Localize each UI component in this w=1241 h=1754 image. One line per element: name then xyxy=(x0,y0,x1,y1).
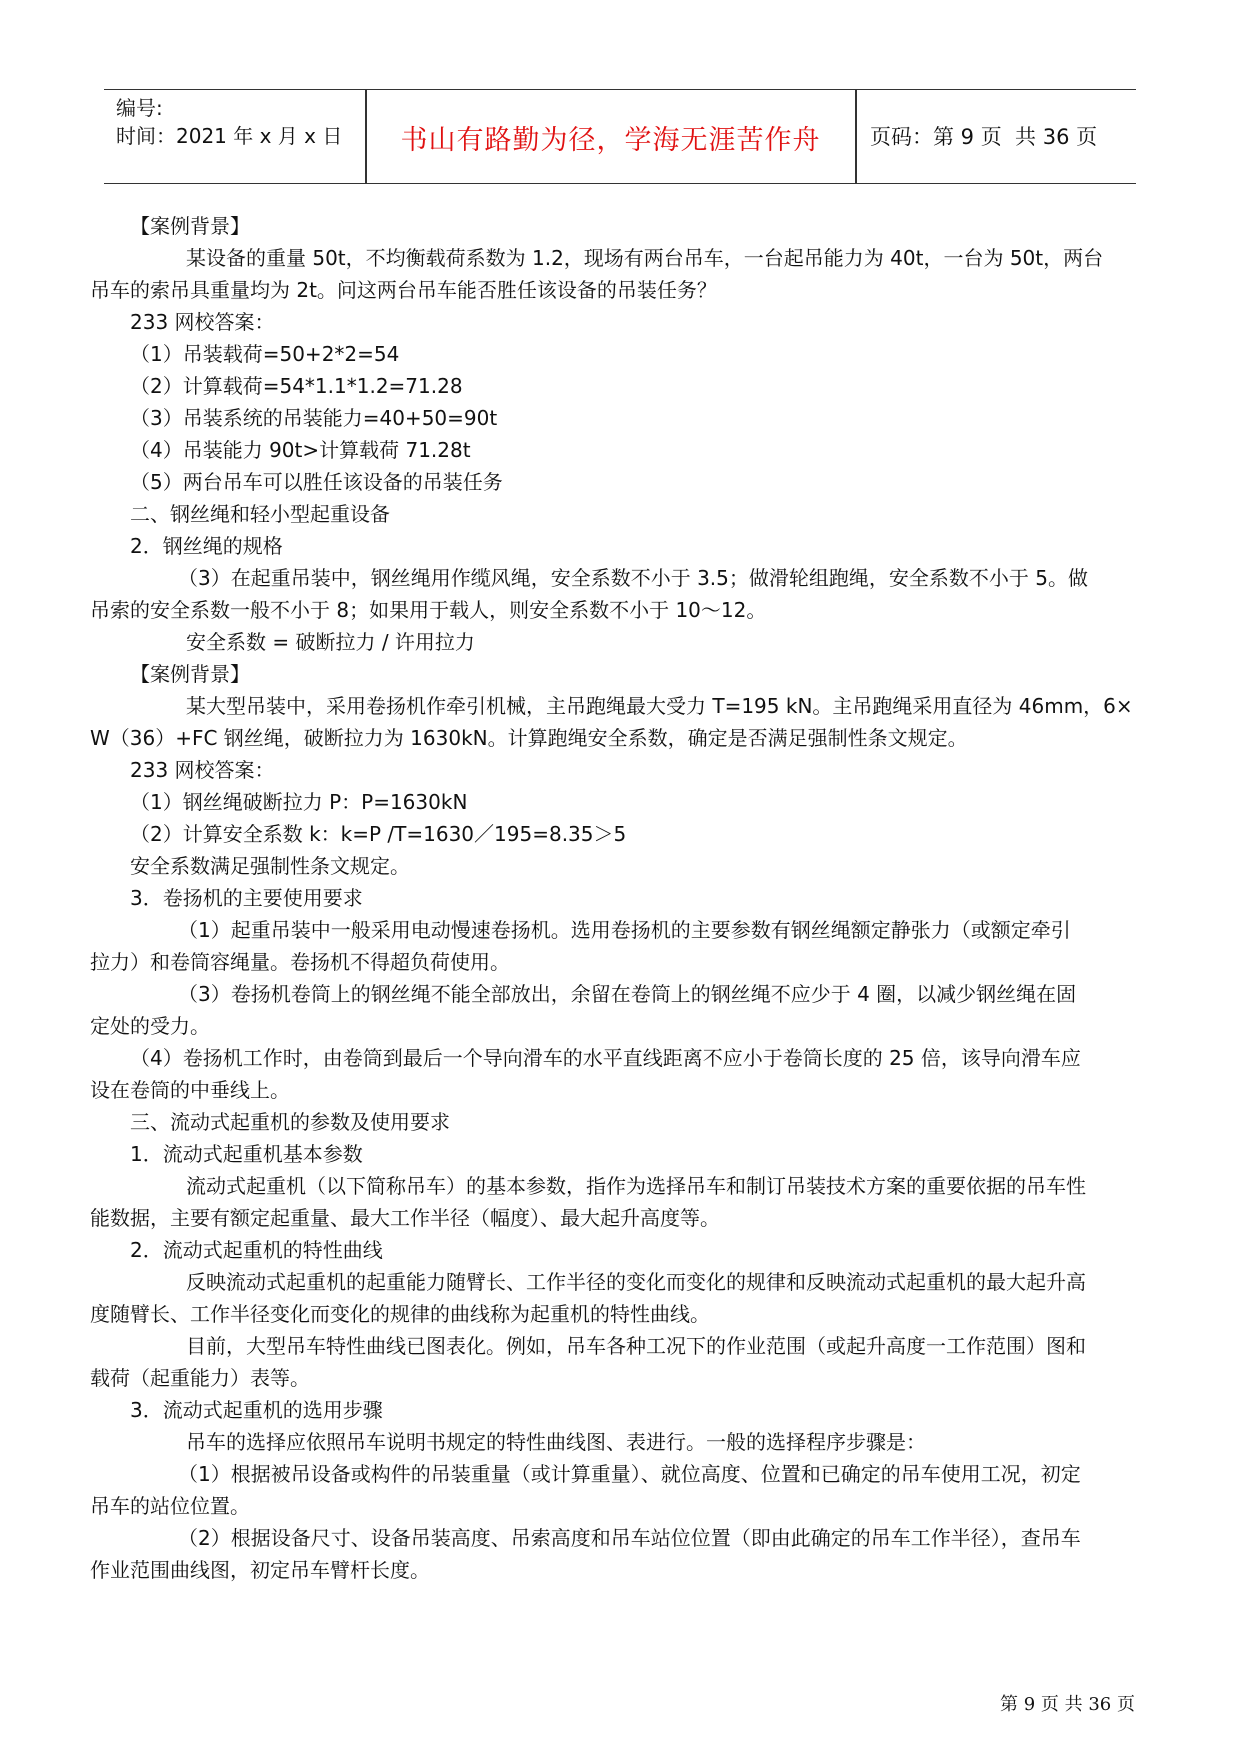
paragraph-line: 载荷（起重能力）表等。 xyxy=(90,1366,310,1390)
paragraph-line: （3）在起重吊装中，钢丝绳用作缆风绳，安全系数不小于 3.5；做滑轮组跑绳，安全系数不小于 5。做 xyxy=(178,566,1088,590)
formula-line: 安全系数 = 破断拉力 / 许用拉力 xyxy=(186,630,475,654)
paragraph-line: （2）根据设备尺寸、设备吊装高度、吊索高度和吊车站位位置（即由此确定的吊车工作半径），查吊车 xyxy=(178,1526,1081,1550)
subsection-heading: 2．钢丝绳的规格 xyxy=(130,534,283,558)
subsection-heading: 1．流动式起重机基本参数 xyxy=(130,1142,363,1166)
header-page-label: 页码：第 9 页 共 36 页 xyxy=(870,125,1098,149)
subsection-heading: 3．流动式起重机的选用步骤 xyxy=(130,1398,383,1422)
paragraph-line: 度随臂长、工作半径变化而变化的规律的曲线称为起重机的特性曲线。 xyxy=(90,1302,710,1326)
paragraph-line: 吊车的索吊具重量均为 2t。问这两台吊车能否胜任该设备的吊装任务？ xyxy=(90,278,717,302)
list-item: （4）吊装能力 90t>计算载荷 71.28t xyxy=(130,438,471,462)
number-label: 编号: xyxy=(116,96,163,120)
list-item: （1）吊装载荷=50+2*2=54 xyxy=(130,342,400,366)
paragraph-line: 安全系数满足强制性条文规定。 xyxy=(130,854,410,878)
list-item: （2）计算载荷=54*1.1*1.2=71.28 xyxy=(130,374,463,398)
page-header xyxy=(104,89,1136,184)
paragraph-line: 能数据，主要有额定起重量、最大工作半径（幅度）、最大起升高度等。 xyxy=(90,1206,720,1230)
case-heading: 【案例背景】 xyxy=(130,214,250,238)
paragraph-line: 作业范围曲线图，初定吊车臂杆长度。 xyxy=(90,1558,430,1582)
paragraph-line: 吊索的安全系数一般不小于 8；如果用于载人，则安全系数不小于 10～12。 xyxy=(90,598,767,622)
paragraph-line: 流动式起重机（以下简称吊车）的基本参数，指作为选择吊车和制订吊装技术方案的重要依据的吊车性 xyxy=(186,1174,1086,1198)
paragraph-line: 吊车的选择应依照吊车说明书规定的特性曲线图、表进行。一般的选择程序步骤是： xyxy=(186,1430,926,1454)
header-motto: 书山有路勤为径，学海无涯苦作舟 xyxy=(400,125,821,156)
header-left xyxy=(116,94,342,150)
list-item: （2）计算安全系数 k：k=P /T=1630／195=8.35＞5 xyxy=(130,822,627,846)
case-heading: 【案例背景】 xyxy=(130,662,250,686)
header-divider xyxy=(855,90,857,183)
list-item: （3）吊装系统的吊装能力=40+50=90t xyxy=(130,406,498,430)
list-item: （1）钢丝绳破断拉力 P：P=1630kN xyxy=(130,790,468,814)
paragraph-line: 某大型吊装中，采用卷扬机作牵引机械，主吊跑绳最大受力 T=195 kN。主吊跑绳采用直径为 46mm，6× xyxy=(186,694,1133,718)
section-heading: 三、流动式起重机的参数及使用要求 xyxy=(130,1110,450,1134)
paragraph-line: （3）卷扬机卷筒上的钢丝绳不能全部放出，余留在卷筒上的钢丝绳不应少于 4 圈，以减少钢丝绳在固 xyxy=(178,982,1077,1006)
paragraph-line: 拉力）和卷筒容绳量。卷扬机不得超负荷使用。 xyxy=(90,950,510,974)
paragraph-line: 定处的受力。 xyxy=(90,1014,210,1038)
paragraph-line: 设在卷筒的中垂线上。 xyxy=(90,1078,290,1102)
paragraph-line: （4）卷扬机工作时，由卷筒到最后一个导向滑车的水平直线距离不应小于卷筒长度的 25 倍，该导向滑车应 xyxy=(130,1046,1081,1070)
list-item: （5）两台吊车可以胜任该设备的吊装任务 xyxy=(130,470,503,494)
answer-heading: 233 网校答案： xyxy=(130,758,275,782)
time-label: 时间：2021 年 x 月 x 日 xyxy=(116,124,343,148)
subsection-heading: 3．卷扬机的主要使用要求 xyxy=(130,886,363,910)
paragraph-line: 目前，大型吊车特性曲线已图表化。例如，吊车各种工况下的作业范围（或起升高度一工作范围）图和 xyxy=(186,1334,1086,1358)
answer-heading: 233 网校答案： xyxy=(130,310,275,334)
paragraph-line: 吊车的站位位置。 xyxy=(90,1494,250,1518)
page-footer: 第 9 页 共 36 页 xyxy=(1000,1694,1135,1715)
section-heading: 二、钢丝绳和轻小型起重设备 xyxy=(130,502,390,526)
paragraph-line: W（36）+FC 钢丝绳，破断拉力为 1630kN。计算跑绳安全系数，确定是否满足强制性条文规定。 xyxy=(90,726,968,750)
paragraph-line: 反映流动式起重机的起重能力随臂长、工作半径的变化而变化的规律和反映流动式起重机的最大起升高 xyxy=(186,1270,1086,1294)
paragraph-line: 某设备的重量 50t，不均衡载荷系数为 1.2，现场有两台吊车，一台起吊能力为 40t，一台为 50t，两台 xyxy=(186,246,1104,270)
subsection-heading: 2．流动式起重机的特性曲线 xyxy=(130,1238,383,1262)
paragraph-line: （1）根据被吊设备或构件的吊装重量（或计算重量）、就位高度、位置和已确定的吊车使用工况，初定 xyxy=(178,1462,1081,1486)
document-body xyxy=(90,210,1152,1586)
paragraph-line: （1）起重吊装中一般采用电动慢速卷扬机。选用卷扬机的主要参数有钢丝绳额定静张力（或额定牵引 xyxy=(178,918,1071,942)
